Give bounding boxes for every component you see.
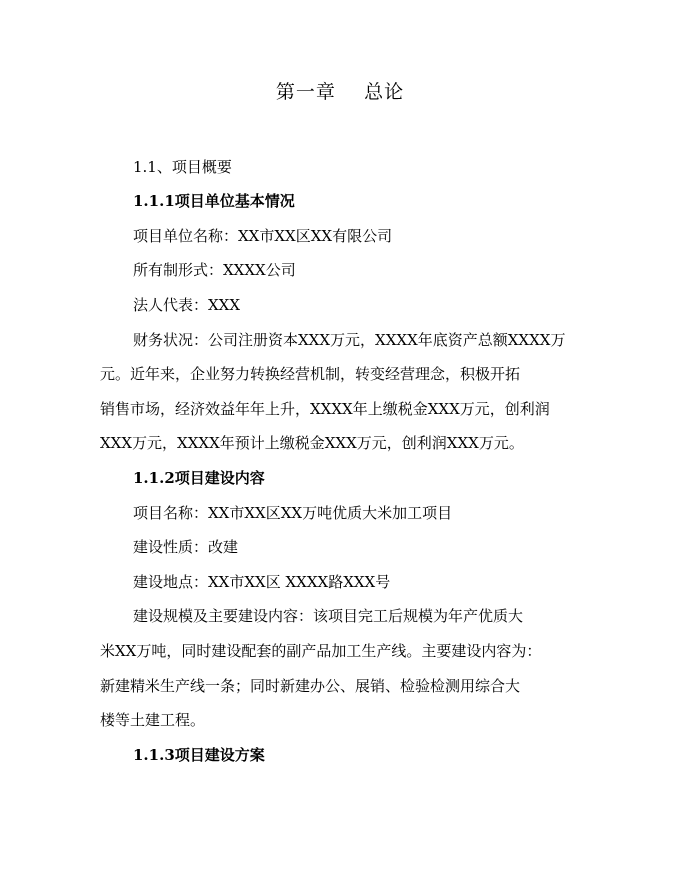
scale-paragraph-line-3: 新建精米生产线一条；同时新建办公、展销、检验检测用综合大 [100, 677, 521, 695]
subsection-heading-1-1-2: 1.1.2项目建设内容 [133, 469, 265, 487]
finance-paragraph-line-3: 销售市场，经济效益年年上升，XXXX年上缴税金XXX万元，创利润 [100, 400, 550, 418]
legal-representative-line: 法人代表：XXX [133, 296, 241, 314]
finance-paragraph-line-2: 元。近年来，企业努力转换经营机制，转变经营理念，积极开拓 [100, 365, 521, 383]
unit-name-line: 项目单位名称：XX市XX区XX有限公司 [133, 227, 393, 245]
scale-paragraph-line-2: 米XX万吨，同时建设配套的副产品加工生产线。主要建设内容为： [100, 642, 542, 660]
subsection-heading-1-1-1: 1.1.1项目单位基本情况 [133, 192, 295, 210]
finance-paragraph-line-1: 财务状况：公司注册资本XXX万元，XXXX年底资产总额XXXX万 [133, 331, 566, 349]
scale-paragraph-line-1: 建设规模及主要建设内容：该项目完工后规模为年产优质大 [133, 607, 524, 625]
construction-location-line: 建设地点：XX市XX区 XXXX路XXX号 [133, 573, 391, 591]
finance-paragraph-line-4: XXX万元，XXXX年预计上缴税金XXX万元，创利润XXX万元。 [100, 434, 524, 452]
ownership-line: 所有制形式：XXXX公司 [133, 261, 296, 279]
section-heading-1-1: 1.1、项目概要 [133, 158, 232, 176]
chapter-title: 第一章 总论 [275, 81, 405, 103]
scale-paragraph-line-4: 楼等土建工程。 [100, 711, 206, 729]
project-name-line: 项目名称：XX市XX区XX万吨优质大米加工项目 [133, 504, 453, 522]
subsection-heading-1-1-3: 1.1.3项目建设方案 [133, 746, 265, 764]
construction-nature-line: 建设性质：改建 [133, 538, 239, 556]
